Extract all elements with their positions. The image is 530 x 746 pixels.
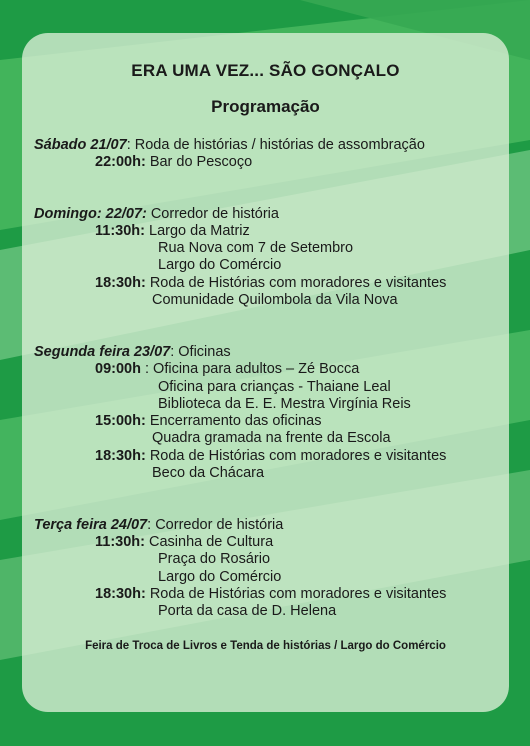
schedule-line: Porta da casa de D. Helena: [158, 603, 337, 619]
day-saturday: Sábado 21/07: Roda de histórias / histórias de assombração: [34, 137, 425, 153]
day-monday: Segunda feira 23/07: Oficinas: [34, 344, 231, 360]
schedule-line: 15:00h: Encerramento das oficinas: [95, 413, 322, 429]
schedule-line: 22:00h: Bar do Pescoço: [95, 154, 253, 170]
schedule-line: Largo do Comércio: [158, 569, 282, 585]
schedule-line: Comunidade Quilombola da Vila Nova: [152, 292, 398, 308]
schedule-line: Largo do Comércio: [158, 257, 282, 273]
schedule-line: Rua Nova com 7 de Setembro: [158, 240, 354, 256]
schedule-line: 11:30h: Casinha de Cultura: [95, 534, 274, 550]
schedule-line: 11:30h: Largo da Matriz: [95, 223, 250, 239]
schedule-line: Biblioteca da E. E. Mestra Virgínia Reis: [158, 396, 411, 412]
day-sunday: Domingo: 22/07: Corredor de história: [34, 206, 279, 222]
schedule-line: 09:00h : Oficina para adultos – Zé Bocca: [95, 361, 360, 377]
poster-title: ERA UMA VEZ... SÃO GONÇALO: [131, 61, 400, 80]
program-heading: Programação: [211, 97, 320, 116]
schedule-line: Praça do Rosário: [158, 551, 271, 567]
footer-note: Feira de Troca de Livros e Tenda de histórias / Largo do Comércio: [85, 640, 446, 652]
program-card: [22, 33, 509, 712]
schedule-line: 18:30h: Roda de Histórias com moradores e visitantes: [95, 275, 447, 291]
day-tuesday: Terça feira 24/07: Corredor de história: [34, 517, 284, 533]
schedule-line: Oficina para crianças - Thaiane Leal: [158, 379, 391, 395]
schedule-line: 18:30h: Roda de Histórias com moradores e visitantes: [95, 448, 447, 464]
schedule-line: Beco da Chácara: [152, 465, 265, 481]
schedule-line: 18:30h: Roda de Histórias com moradores e visitantes: [95, 586, 447, 602]
schedule-line: Quadra gramada na frente da Escola: [152, 430, 391, 446]
